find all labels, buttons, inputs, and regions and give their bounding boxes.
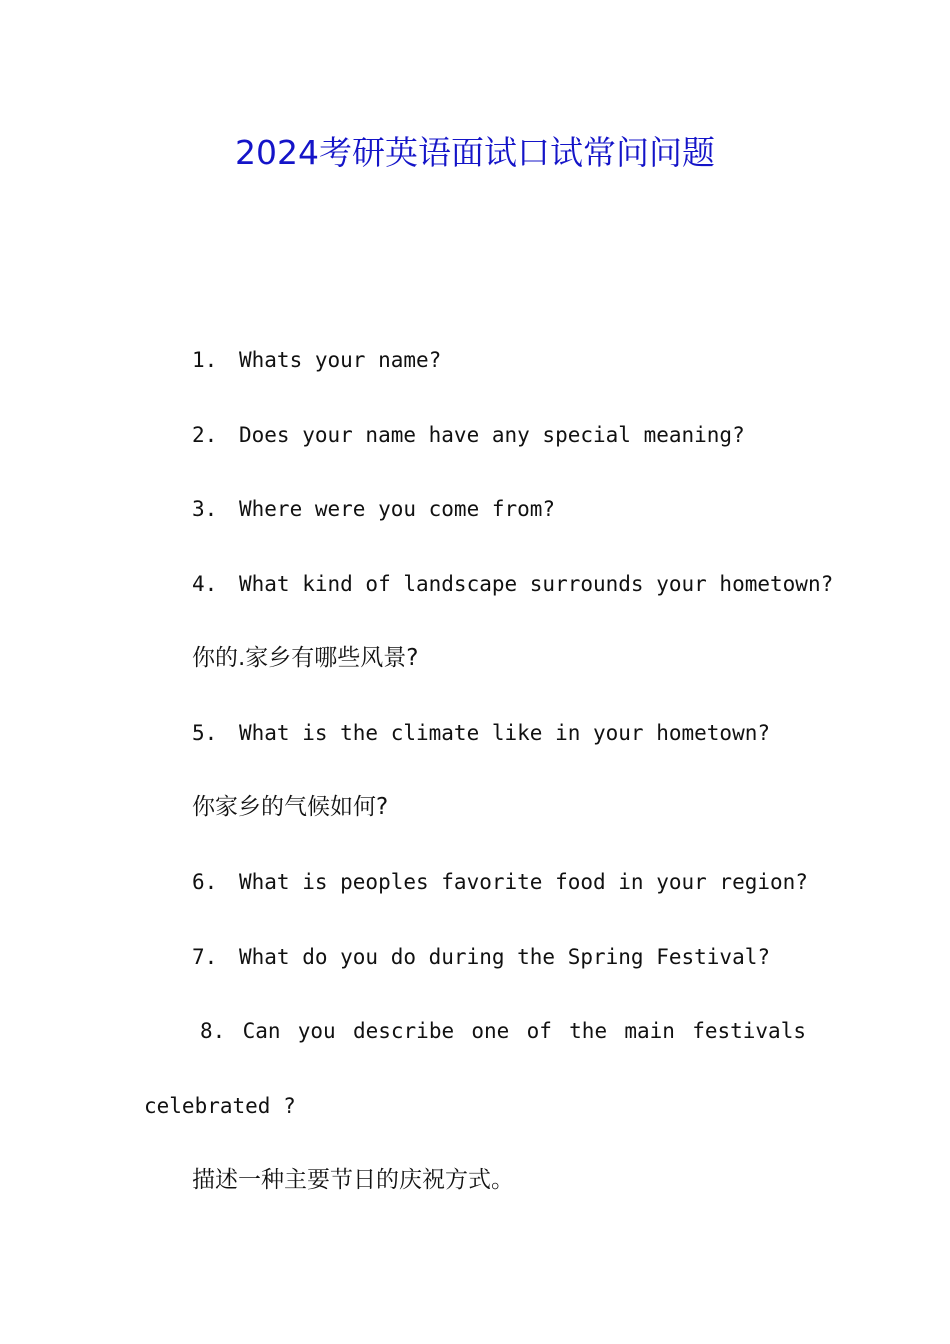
question-word: festivals [692, 1019, 806, 1043]
question-text: What kind of landscape surrounds your hometown? [239, 572, 834, 596]
question-5 [192, 718, 770, 748]
question-text: What is peoples favorite food in your region? [239, 870, 808, 894]
question-word: Can [242, 1019, 281, 1043]
question-word: describe [352, 1019, 455, 1043]
question-text: Whats your name? [239, 348, 442, 372]
question-number: 2. [192, 423, 218, 447]
question-3 [192, 494, 555, 524]
question-number: 3. [192, 497, 218, 521]
question-7 [192, 942, 770, 972]
question-number: 7. [192, 945, 218, 969]
question-text: Does your name have any special meaning? [239, 423, 745, 447]
question-8-continued: celebrated ? [144, 1094, 296, 1118]
question-2 [192, 420, 745, 450]
question-4 [192, 569, 833, 599]
question-word: one [471, 1019, 510, 1043]
question-8 [200, 1016, 806, 1046]
question-8-translation: 描述一种主要节日的庆祝方式。 [192, 1167, 514, 1193]
question-number: 5. [192, 721, 218, 745]
question-number: 8. [200, 1019, 226, 1043]
question-number: 6. [192, 870, 218, 894]
question-text: Where were you come from? [239, 497, 556, 521]
question-6 [192, 867, 808, 897]
page-title: 2024考研英语面试口试常问问题 [235, 133, 715, 172]
question-1 [192, 345, 441, 375]
question-text: What is the climate like in your hometown? [239, 721, 771, 745]
question-word: you [297, 1019, 336, 1043]
question-word: main [624, 1019, 675, 1043]
question-word: the [569, 1019, 608, 1043]
question-4-translation: 你的.家乡有哪些风景? [192, 645, 419, 671]
question-5-translation: 你家乡的气候如何? [192, 794, 389, 820]
question-word: of [526, 1019, 552, 1043]
question-number: 1. [192, 348, 218, 372]
question-number: 4. [192, 572, 218, 596]
question-text: What do you do during the Spring Festival? [239, 945, 771, 969]
